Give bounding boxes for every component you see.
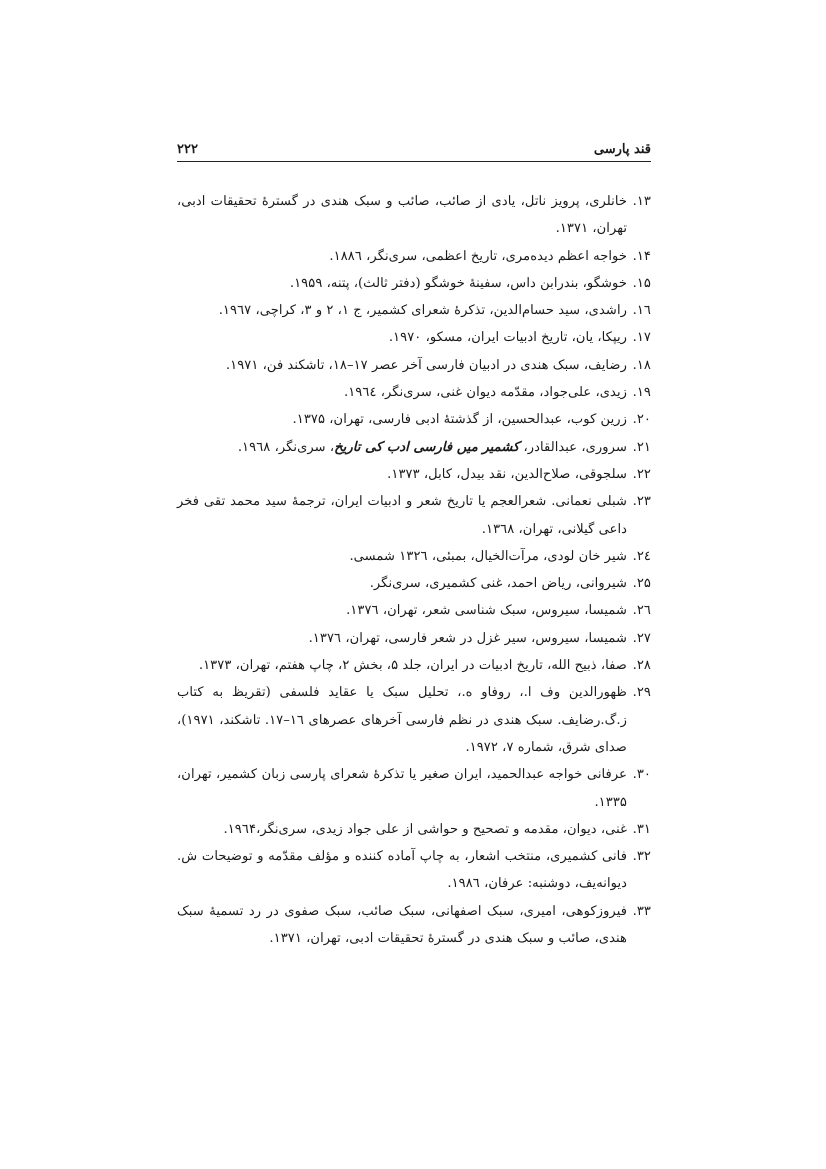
reference-author: سروری، عبدالقادر، xyxy=(519,439,627,455)
reference-book-title: کشمیر میں فارسی ادب کی تاریخ xyxy=(334,439,520,455)
reference-text: شمیسا، سیروس، سبک شناسی شعر، تهران، ۱۳۷٦. xyxy=(346,603,627,619)
reference-item xyxy=(177,406,651,433)
reference-text: رضایف، سبک هندی در ادبیان فارسی آخر عصر ۱۷–۱۸، تاشکند فن، ۱۹۷۱. xyxy=(225,357,627,373)
reference-number: ۲۱. xyxy=(632,439,651,455)
reference-number: ۱۸. xyxy=(632,357,651,373)
reference-item xyxy=(177,816,651,843)
reference-item xyxy=(177,679,651,761)
reference-number: ۳۰. xyxy=(632,767,651,783)
running-title: قند پارسی xyxy=(593,142,651,157)
reference-text: فانی کشمیری، منتخب اشعار، به چاپ آماده کننده و مؤلف مقدّمه و توضیحات ش. دیوانه‌یف، دوشنبه: عرفان، ۱۹۸٦. xyxy=(177,849,627,892)
reference-text: راشدی، سید حسام‌الدین، تذکرهٔ شعرای کشمیر، ج ۱، ۲ و ۳، کراچی، ۱۹٦۷. xyxy=(218,303,627,319)
reference-item xyxy=(177,543,651,570)
reference-number: ۲۵. xyxy=(632,576,651,592)
reference-text: شیروانی، ریاض احمد، غنی کشمیری، سری‌نگر. xyxy=(369,576,627,592)
reference-item xyxy=(177,597,651,624)
reference-number: ۳۲. xyxy=(632,849,651,865)
reference-number: ۱۳. xyxy=(632,194,651,209)
reference-number: ۲۷. xyxy=(632,630,651,646)
reference-item xyxy=(177,188,651,243)
reference-item xyxy=(177,297,651,324)
page-header xyxy=(177,142,651,162)
reference-item xyxy=(177,625,651,652)
reference-text: ظهورالدین وف ا.، روفاو ه.، تحلیل سبک یا عقاید فلسفی (تقریظ به کتاب ز.گ.رضایف. سبک هندی در نظم فارسی آخرهای عصرهای ۱٦–۱۷. تاشکند، ۱۹۷۱)، صدای شرق، شماره ۷، ۱۹۷۲. xyxy=(177,685,627,755)
reference-number: ۱٦. xyxy=(632,303,651,319)
reference-number: ۲۹. xyxy=(632,685,651,701)
reference-item xyxy=(177,352,651,379)
reference-number: ۱۷. xyxy=(632,330,651,346)
reference-item xyxy=(177,570,651,597)
reference-item xyxy=(177,843,651,898)
reference-number: ۲۲. xyxy=(632,466,651,482)
reference-text: زرین کوب، عبدالحسین، از گذشتهٔ ادبی فارسی، تهران، ۱۳۷۵. xyxy=(292,412,627,428)
reference-item xyxy=(177,270,651,297)
reference-item xyxy=(177,898,651,953)
reference-text: شیر خان لودی، مرآت‌الخیال، بمبئی، ۱۳۲٦ شمسی. xyxy=(349,548,627,564)
reference-text: سلجوقی، صلاح‌الدین، نقد بیدل، کابل، ۱۳۷۳. xyxy=(387,466,627,482)
reference-number: ۱۵. xyxy=(632,275,651,291)
reference-text: خوشگو، بندرابن داس، سفینهٔ خوشگو (دفتر ثالث)، پتنه، ۱۹۵۹. xyxy=(289,275,627,291)
reference-text: صفا، ذبیح الله، تاریخ ادبیات در ایران، جلد ۵، بخش ۲، چاپ هفتم، تهران، ۱۳۷۳. xyxy=(198,658,627,674)
reference-text: ریپکا، یان، تاریخ ادبیات ایران، مسکو، ۱۹۷۰. xyxy=(388,330,627,346)
reference-number: ۲۳. xyxy=(632,494,651,510)
reference-number: ۳۱. xyxy=(632,821,651,837)
reference-item xyxy=(177,488,651,543)
reference-number: ۳۳. xyxy=(632,903,651,919)
reference-number: ۱۴. xyxy=(632,248,651,264)
reference-item xyxy=(177,243,651,270)
reference-text: شمیسا، سیروس، سیر غزل در شعر فارسی، تهران، ۱۳۷٦. xyxy=(308,630,627,646)
reference-text: عرفانی خواجه عبدالحمید، ایران صغیر یا تذکرهٔ شعرای پارسی زبان کشمیر، تهران، ۱۳۳۵. xyxy=(177,767,627,810)
reference-number: ۱۹. xyxy=(632,385,651,401)
reference-text: زیدی، علی‌جواد، مقدّمه دیوان غنی، سری‌نگر، ۱۹٦٤. xyxy=(344,385,627,401)
reference-publication: ، سری‌نگر، ۱۹٦۸. xyxy=(237,439,335,455)
reference-text: شبلی نعمانی. شعرالعجم یا تاریخ شعر و ادبیات ایران، ترجمهٔ سید محمد تقی فخر داعی گیلانی، تهران، ۱۳٦۸. xyxy=(177,494,627,537)
reference-number: ۲٦. xyxy=(632,603,651,619)
reference-text: غنی، دیوان، مقدمه و تصحیح و حواشی از علی جواد زیدی، سری‌نگر،۱۹٦۴. xyxy=(223,821,627,837)
reference-item xyxy=(177,652,651,679)
reference-list xyxy=(177,188,651,952)
reference-number: ۲۰. xyxy=(632,412,651,428)
reference-item xyxy=(177,434,651,461)
reference-number: ۲۸. xyxy=(632,658,651,674)
reference-text: خواجه اعظم دیده‌مری، تاریخ اعظمی، سری‌نگر، ۱۸۸٦. xyxy=(329,248,627,264)
reference-text: خانلری، پرویز ناتل، یادی از صائب، صائب و سبک هندی در گسترهٔ تحقیقات ادبی، تهران، ۱۳۷۱. xyxy=(177,194,627,237)
reference-text: فیروزکوهی، امیری، سبک اصفهانی، سبک صائب، سبک صفوی در رد تسمیهٔ سبک هندی، صائب و سبک هندی در گسترهٔ تحقیقات ادبی، تهران، ۱۳۷۱. xyxy=(177,903,627,947)
reference-item xyxy=(177,379,651,406)
page-number: ۲۲۲ xyxy=(177,142,198,157)
reference-item xyxy=(177,761,651,816)
reference-text xyxy=(177,434,627,461)
reference-item xyxy=(177,324,651,351)
reference-item xyxy=(177,461,651,488)
reference-number: ۲٤. xyxy=(632,548,651,564)
